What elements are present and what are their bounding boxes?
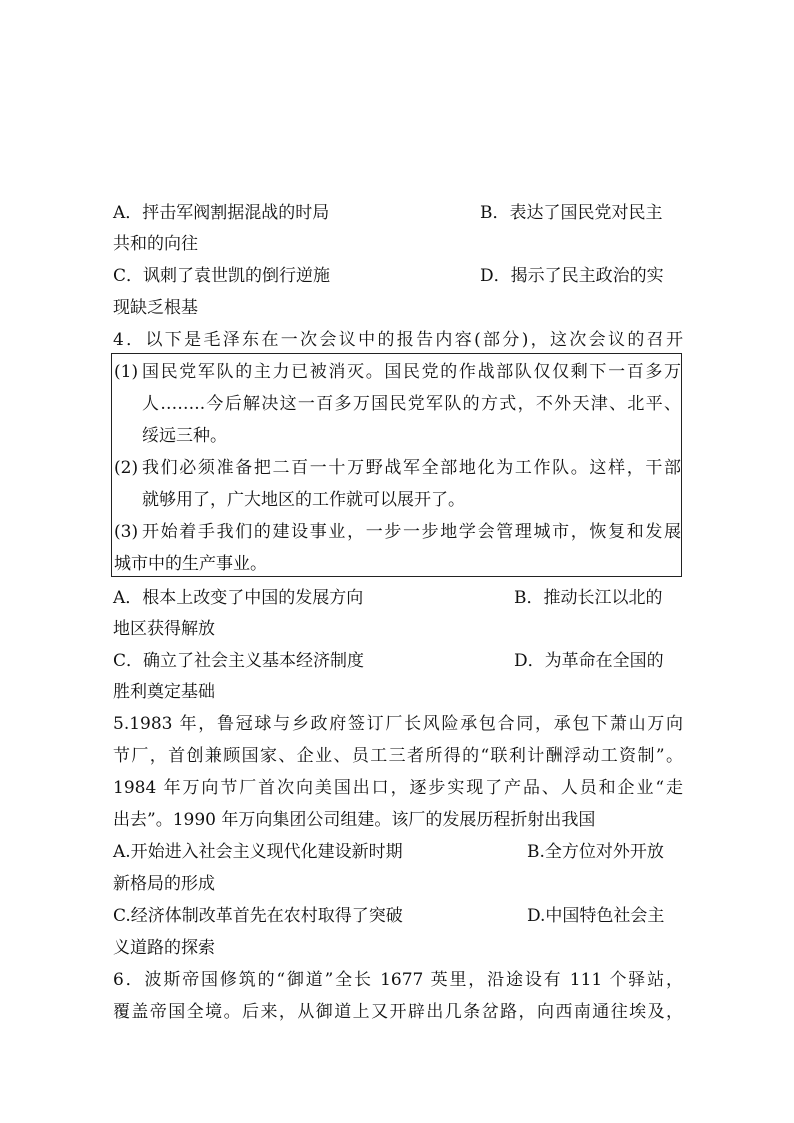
q4-quote-1-line-3: 绥远三种。 (142, 426, 227, 446)
q5-line-2: 节厂，首创兼顾国家、企业、员工三者所得的“联利计酬浮动工资制”。 (113, 746, 683, 766)
q4-quote-box (111, 353, 682, 577)
q5-option-d-continued: 义道路的探索 (113, 938, 215, 958)
q3-option-a: A．抨击军阀割据混战的时局 (113, 203, 330, 223)
q4-quote-1-line-1: 国民党军队的主力已被消灭。国民党的作战部队仅仅剩下一百多万 (142, 362, 681, 382)
q4-option-d: D．为革命在全国的 (514, 651, 664, 671)
q5-option-d: D.中国特色社会主 (527, 906, 665, 926)
q3-option-b: B．表达了国民党对民主 (480, 203, 663, 223)
q3-option-d: D．揭示了民主政治的实 (480, 266, 664, 286)
q5-option-b-continued: 新格局的形成 (113, 874, 215, 894)
q4-stem: 4．以下是毛泽东在一次会议中的报告内容(部分)，这次会议的召开 (113, 330, 683, 350)
q5-option-b: B.全方位对外开放 (527, 842, 664, 862)
q4-option-b: B．推动长江以北的 (514, 588, 663, 608)
q4-option-a: A．根本上改变了中国的发展方向 (113, 588, 364, 608)
q4-quote-3-line-2: 城市中的生产事业。 (114, 554, 267, 574)
q4-quote-number-2: (2) (114, 458, 139, 478)
q4-option-c: C．确立了社会主义基本经济制度 (113, 651, 365, 671)
q3-option-d-continued: 现缺乏根基 (113, 298, 198, 318)
q3-option-c: C．讽刺了袁世凯的倒行逆施 (113, 266, 331, 286)
q4-quote-number-1: (1) (114, 362, 139, 382)
q6-line-1: 6．波斯帝国修筑的“御道”全长 1677 英里，沿途设有 111 个驿站， (113, 970, 683, 990)
q4-quote-2-line-1: 我们必须准备把二百一十万野战军全部地化为工作队。这样，干部 (142, 458, 681, 478)
q4-quote-number-3: (3) (114, 522, 139, 542)
q4-quote-1-line-2: 人……..今后解决这一百多万国民党军队的方式，不外天津、北平、 (142, 394, 681, 414)
q5-line-3: 1984 年万向节厂首次向美国出口，逐步实现了产品、人员和企业“走 (113, 778, 683, 798)
q3-option-b-continued: 共和的向往 (113, 234, 198, 254)
q5-option-a: A.开始进入社会主义现代化建设新时期 (113, 842, 403, 862)
q4-quote-3-line-1: 开始着手我们的建设事业，一步一步地学会管理城市，恢复和发展 (142, 522, 681, 542)
q5-line-4: 出去”。1990 年万向集团公司组建。该厂的发展历程折射出我国 (113, 810, 596, 830)
q6-line-2: 覆盖帝国全境。后来，从御道上又开辟出几条岔路，向西南通往埃及， (113, 1002, 683, 1022)
q5-option-c: C.经济体制改革首先在农村取得了突破 (113, 906, 403, 926)
q4-option-d-continued: 胜利奠定基础 (113, 682, 215, 702)
q4-option-b-continued: 地区获得解放 (113, 619, 215, 639)
q4-quote-2-line-2: 就够用了，广大地区的工作就可以展开了。 (142, 490, 465, 510)
q5-line-1: 5.1983 年，鲁冠球与乡政府签订厂长风险承包合同，承包下萧山万向 (113, 714, 683, 734)
